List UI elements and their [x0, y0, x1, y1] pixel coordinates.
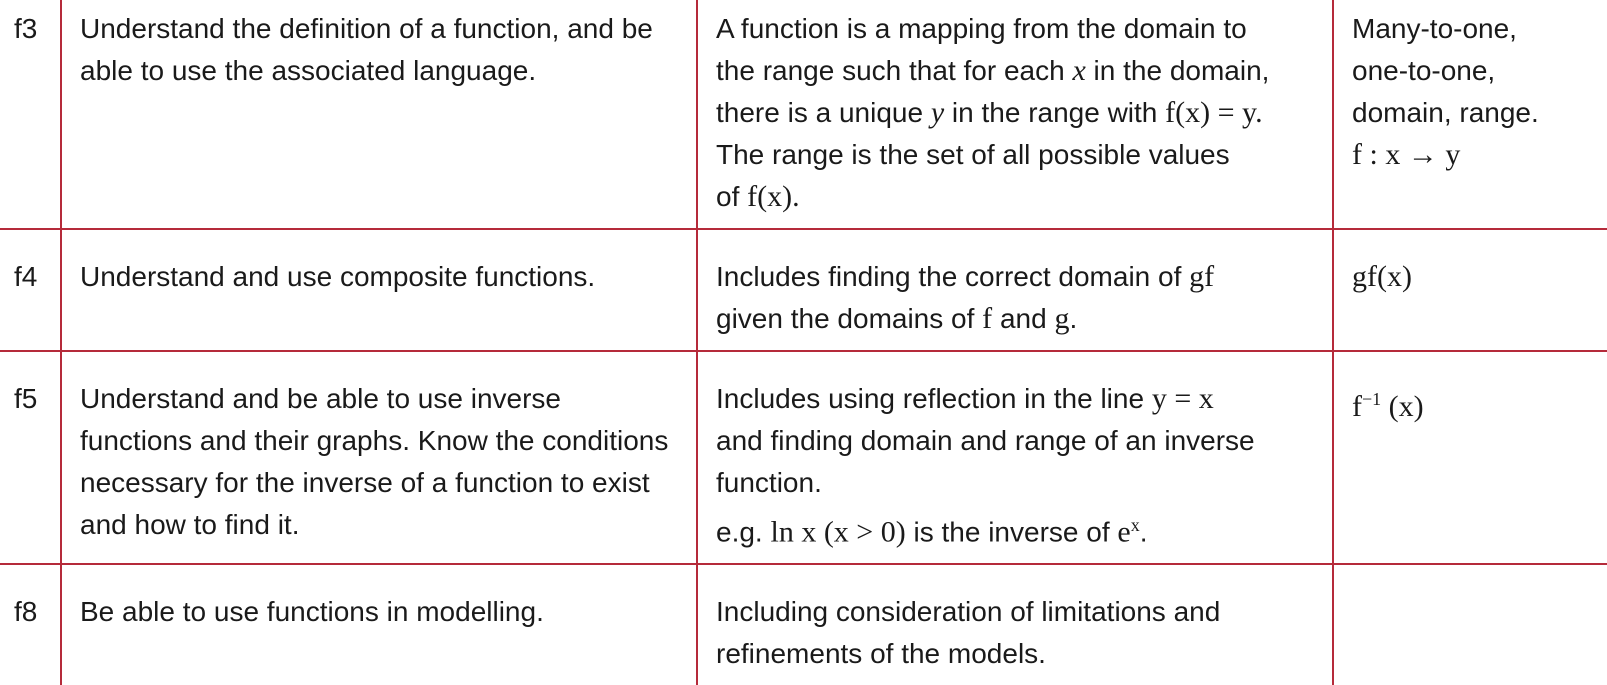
note-line: A function is a mapping from the domain to	[716, 13, 1247, 44]
math-expression: gf	[1189, 260, 1215, 293]
note-line: Includes finding the correct domain of gf	[716, 260, 1215, 293]
notation-line: one-to-one,	[1352, 55, 1496, 86]
table-row	[0, 351, 1607, 564]
note-line: Includes using reflection in the line y = x	[716, 382, 1214, 415]
row-code: f3	[0, 0, 61, 229]
math-expression: ln x (x > 0)	[770, 515, 906, 549]
notation	[1333, 229, 1607, 351]
note-line: there is a unique y in the range with f(x) = y.	[716, 96, 1263, 129]
row-code: f5	[0, 351, 61, 564]
notation-math: $f^{-1}$ (x)	[1352, 389, 1424, 423]
learning-objective: Understand the definition of a function, and be able to use the associated language.	[61, 0, 697, 229]
row-code: f4	[0, 229, 61, 351]
note-line: Including consideration of limitations and	[716, 596, 1221, 628]
math-expression: f(x).	[747, 180, 800, 213]
note-line: The range is the set of all possible values	[716, 139, 1230, 170]
math-expression: y = x	[1151, 382, 1214, 415]
note-line: the range such that for each x in the domain,	[716, 54, 1270, 87]
guidance-notes	[697, 351, 1333, 564]
learning-objective: Understand and use composite functions.	[61, 229, 697, 351]
table-row	[0, 229, 1607, 351]
math-expression: f(x) = y.	[1165, 96, 1263, 129]
note-line: of f(x).	[716, 180, 800, 213]
notation-math: f : x → y	[1352, 138, 1461, 171]
guidance-notes	[697, 229, 1333, 351]
note-line: given the domains of f and g.	[716, 302, 1078, 335]
notation	[1333, 351, 1607, 564]
guidance-notes	[697, 0, 1333, 229]
note-line: e.g. ln x (x > 0) is the inverse of $e^x$.	[716, 515, 1148, 549]
note-line: and finding domain and range of an inverse	[716, 425, 1255, 456]
row-code: f8	[0, 564, 61, 685]
notation	[1333, 0, 1607, 229]
note-line: function.	[716, 467, 822, 498]
note-line: refinements of the models.	[716, 638, 1046, 670]
table-row	[0, 0, 1607, 229]
notation-math: gf(x)	[1352, 260, 1412, 293]
notation-line: domain, range.	[1352, 97, 1539, 128]
learning-objective: Understand and be able to use inverse functions and their graphs. Know the conditions necessary for the inverse of a function to exist and how to find it.	[61, 351, 697, 564]
notation-line: Many-to-one,	[1352, 13, 1517, 44]
learning-objective: Be able to use functions in modelling.	[61, 564, 697, 685]
